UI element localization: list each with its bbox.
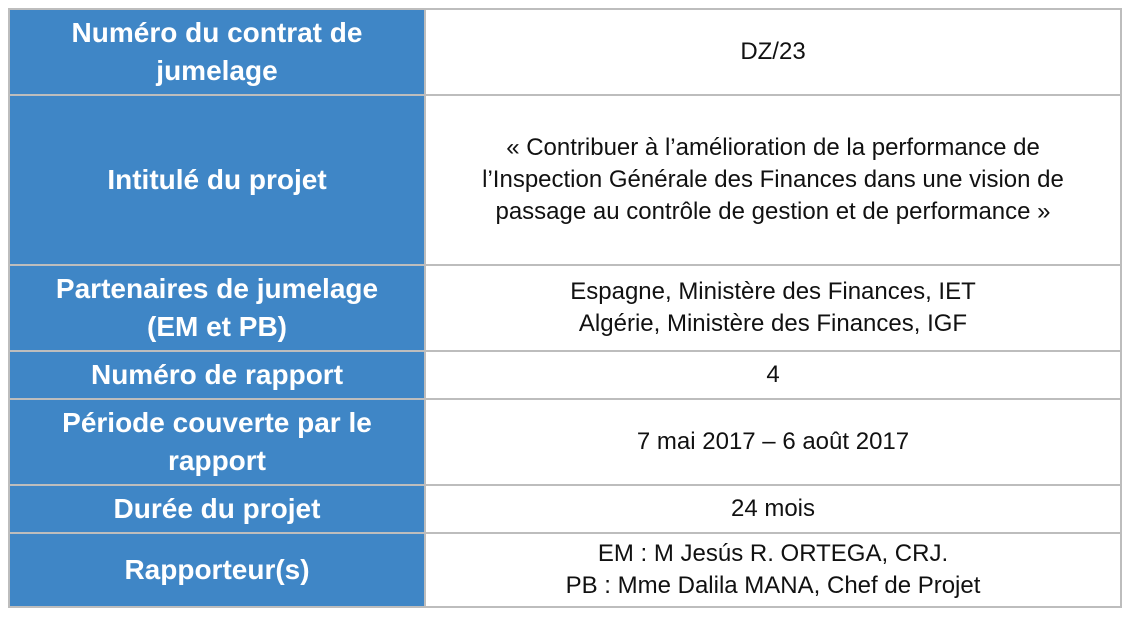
label-line: (EM et PB) (147, 311, 287, 342)
label-report-number (9, 351, 425, 399)
label-line: Durée du projet (113, 493, 321, 524)
label-line: Numéro de rapport (90, 359, 344, 390)
label-rapporteurs (9, 533, 425, 607)
label-period-covered (9, 399, 425, 485)
row-period-covered (9, 399, 1121, 485)
label-line: jumelage (156, 55, 278, 86)
label-line: Rapporteur(s) (124, 554, 310, 585)
row-project-duration (9, 485, 1121, 533)
row-contract-number (9, 9, 1121, 95)
value-line: Algérie, Ministère des Finances, IGF (578, 310, 968, 337)
value-line: DZ/23 (740, 38, 806, 65)
value-line: Espagne, Ministère des Finances, IET (570, 278, 976, 305)
label-contract-number (9, 9, 425, 95)
value-line: « Contribuer à l’amélioration de la performance de (506, 134, 1040, 161)
label-line: Numéro du contrat de (71, 17, 363, 48)
value-rapporteurs (425, 533, 1121, 607)
label-line: rapport (168, 445, 266, 476)
value-line: 7 mai 2017 – 6 août 2017 (636, 428, 910, 455)
label-project-duration (9, 485, 425, 533)
row-rapporteurs (9, 533, 1121, 607)
value-twinning-partners (425, 265, 1121, 351)
row-project-title (9, 95, 1121, 265)
value-contract-number (425, 9, 1121, 95)
value-line: 4 (766, 361, 780, 388)
value-line: passage au contrôle de gestion et de performance » (495, 198, 1051, 225)
label-twinning-partners (9, 265, 425, 351)
value-line: EM : M Jesús R. ORTEGA, CRJ. (597, 540, 949, 567)
value-line: l’Inspection Générale des Finances dans une vision de (482, 166, 1064, 193)
label-line: Intitulé du projet (107, 164, 327, 195)
value-project-title (425, 95, 1121, 265)
row-twinning-partners (9, 265, 1121, 351)
label-line: Partenaires de jumelage (55, 273, 379, 304)
project-info-table (8, 8, 1122, 608)
value-period-covered (425, 399, 1121, 485)
label-project-title (9, 95, 425, 265)
value-line: PB : Mme Dalila MANA, Chef de Projet (565, 572, 981, 599)
label-line: Période couverte par le (62, 407, 372, 438)
value-report-number (425, 351, 1121, 399)
value-line: 24 mois (730, 495, 816, 522)
row-report-number (9, 351, 1121, 399)
value-project-duration (425, 485, 1121, 533)
